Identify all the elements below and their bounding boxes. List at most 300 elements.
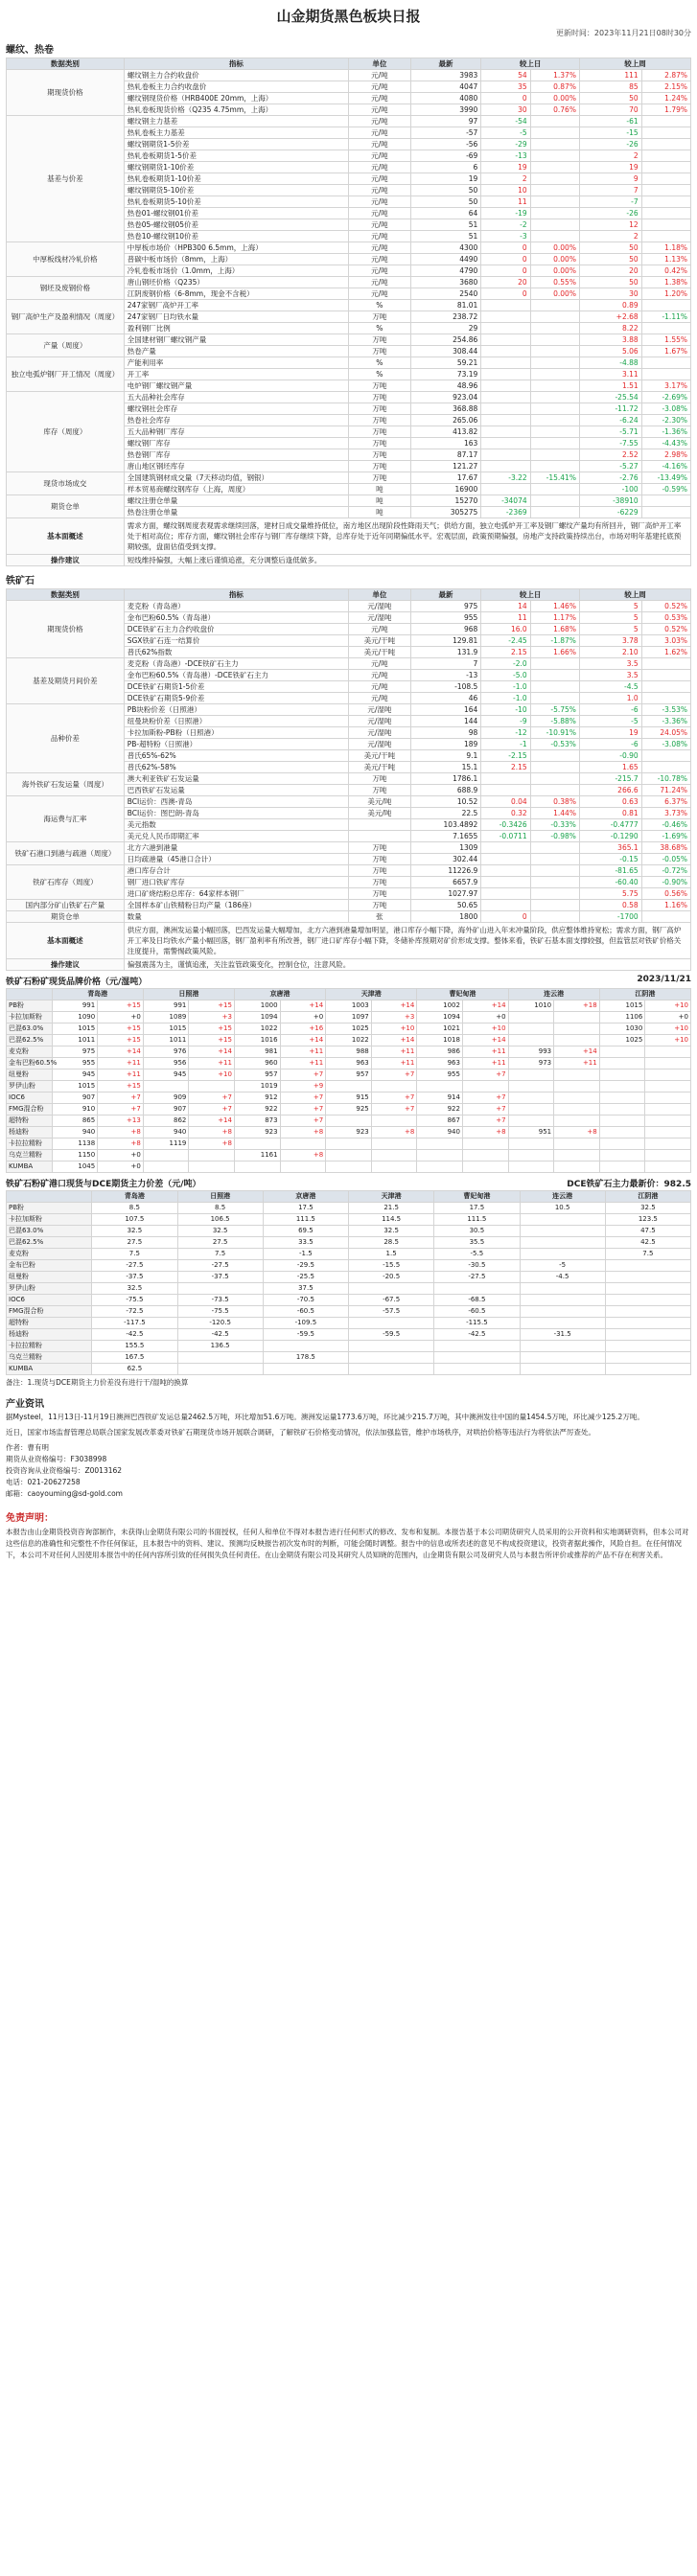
day-change: -5.0: [481, 670, 530, 681]
day-change: 0.32: [481, 808, 530, 819]
day-change: -0.3426: [481, 819, 530, 831]
unit-cell: 元/吨: [349, 70, 411, 81]
day-change-pct: 1.68%: [530, 624, 579, 635]
brand-name: 乌克兰精粉: [7, 1352, 92, 1364]
indicator-name: 江阴废钢价格（6-8mm，现金不含税）: [124, 288, 348, 300]
diff-row: [7, 1306, 691, 1318]
price-change: +15: [189, 1024, 235, 1035]
week-change: 5.06: [579, 346, 641, 357]
data-row: [7, 601, 691, 612]
week-change-pct: 0.53%: [641, 612, 690, 624]
price-value: [508, 1138, 554, 1150]
col-header: 指标: [124, 58, 348, 70]
week-change-pct: [641, 139, 690, 150]
indicator-name: 普氏65%-62%: [124, 750, 348, 762]
day-change-pct: [530, 219, 579, 231]
week-change-pct: [641, 693, 690, 704]
unit-cell: 万吨: [349, 773, 411, 785]
indicator-name: 热卷01-螺纹钢01价差: [124, 208, 348, 219]
day-change-pct: [530, 693, 579, 704]
day-change-pct: -0.33%: [530, 819, 579, 831]
week-change-pct: -1.36%: [641, 426, 690, 438]
day-change: 0: [481, 254, 530, 265]
latest-value: 164: [410, 704, 481, 716]
port-header: 江阴港: [605, 1191, 690, 1203]
unit-cell: 元/吨: [349, 139, 411, 150]
port-header: 京唐港: [263, 1191, 348, 1203]
price-value: [234, 1138, 280, 1150]
unit-cell: %: [349, 300, 411, 311]
week-change-pct: 71.24%: [641, 785, 690, 796]
unit-cell: 元/湿吨: [349, 716, 411, 727]
price-change: [371, 1116, 417, 1127]
price-value: 1018: [417, 1035, 463, 1046]
price-change: +15: [189, 1035, 235, 1046]
news-body: [6, 1412, 691, 1438]
price-change: [554, 1070, 600, 1081]
day-change: 11: [481, 196, 530, 208]
day-change-pct: 1.17%: [530, 612, 579, 624]
week-change: 12: [579, 219, 641, 231]
indicator-name: 电炉钢厂螺纹钢产量: [124, 380, 348, 392]
day-change: -5: [481, 127, 530, 139]
unit-cell: 张: [349, 911, 411, 923]
day-change-pct: [530, 911, 579, 923]
day-change-pct: [530, 357, 579, 369]
week-change-pct: 1.18%: [641, 242, 690, 254]
news-item: 据Mysteel，11月13日-11月19日澳洲巴西铁矿发运总量2462.5万吨，环比增加51.6万吨。澳洲发运量1773.6万吨，环比减少215.7万吨，其中澳洲发往中国的量1454.5万吨，环比减少125.2万吨。: [6, 1413, 644, 1421]
week-change-pct: [641, 173, 690, 185]
unit-cell: 万吨: [349, 415, 411, 426]
port-diff-table: [6, 1190, 691, 1375]
diff-value: [520, 1226, 605, 1237]
unit-cell: 万吨: [349, 888, 411, 900]
category-cell: 铁矿石港口到港与疏港（周度）: [7, 842, 125, 865]
price-value: [143, 1081, 189, 1092]
diff-value: -27.5: [434, 1272, 520, 1283]
diff-value: [434, 1352, 520, 1364]
latest-value: 302.44: [410, 854, 481, 865]
day-change-pct: [530, 773, 579, 785]
price-value: 1161: [234, 1150, 280, 1162]
indicator-name: 美元指数: [124, 819, 348, 831]
week-change-pct: [641, 670, 690, 681]
unit-cell: 万吨: [349, 346, 411, 357]
indicator-name: 港口库存合计: [124, 865, 348, 877]
price-change: [280, 1162, 326, 1173]
diff-row: [7, 1352, 691, 1364]
week-change: -7.55: [579, 438, 641, 449]
diff-value: 47.5: [605, 1226, 690, 1237]
price-change: +15: [98, 1081, 144, 1092]
iron-table: [6, 588, 691, 971]
week-change: 1.51: [579, 380, 641, 392]
day-change-pct: -5.88%: [530, 716, 579, 727]
week-change-pct: -0.46%: [641, 819, 690, 831]
price-change: +11: [371, 1058, 417, 1070]
day-change: [481, 773, 530, 785]
price-value: [417, 1081, 463, 1092]
price-value: [599, 1081, 645, 1092]
day-change-pct: 0.76%: [530, 104, 579, 116]
price-change: [645, 1162, 691, 1173]
diff-value: 111.5: [434, 1214, 520, 1226]
brand-name: 麦克粉: [7, 1249, 92, 1260]
price-value: 960: [234, 1058, 280, 1070]
basic-text: 需求方面，螺纹钢周度表观需求继续回落，建材日成交量维持低位，南方地区出现阶段性降雨天气；供给方面，独立电弧炉开工率及钢厂螺纹产量均有所回升，钢厂高炉开工率处于相对高位；库存方面，螺纹钢社会库存与钢厂库存继续下降，总库存处于近年同期偏低水平。宏观层面，政策预期偏强，房地产支持政策持续出台，市场对明年基建托底预期较强，盘面估值受到支撑。: [124, 518, 690, 555]
day-change-pct: [530, 127, 579, 139]
diff-value: 32.5: [92, 1226, 177, 1237]
unit-cell: 美元/干吨: [349, 750, 411, 762]
port-header: 连云港: [520, 1191, 605, 1203]
indicator-name: 热轧卷板期货1-5价差: [124, 150, 348, 162]
brand-name: 巴混62.5%: [7, 1237, 92, 1249]
day-change: -1.0: [481, 693, 530, 704]
author-line: 电话：021-20627258: [6, 1478, 81, 1486]
week-change: 3.78: [579, 635, 641, 647]
indicator-name: 巴西铁矿石发运量: [124, 785, 348, 796]
col-header: 较上日: [481, 589, 580, 601]
unit-cell: 元/吨: [349, 242, 411, 254]
price-value: [599, 1150, 645, 1162]
diff-value: -42.5: [434, 1329, 520, 1341]
data-row: [7, 658, 691, 670]
week-change-pct: [641, 208, 690, 219]
diff-value: 167.5: [92, 1352, 177, 1364]
price-value: [143, 1162, 189, 1173]
diff-value: -1.5: [263, 1249, 348, 1260]
diff-value: [605, 1318, 690, 1329]
week-change: -1700: [579, 911, 641, 923]
latest-value: 59.21: [410, 357, 481, 369]
unit-cell: 元/吨: [349, 265, 411, 277]
indicator-name: 盈利钢厂比例: [124, 323, 348, 334]
price-change: +8: [554, 1127, 600, 1138]
port-price-title: 铁矿石粉矿现货品牌价格（元/湿吨）: [6, 978, 148, 987]
unit-cell: %: [349, 323, 411, 334]
port-header: 天津港: [349, 1191, 434, 1203]
diff-value: [349, 1364, 434, 1375]
price-change: +14: [462, 1035, 508, 1046]
day-change: -2.45: [481, 635, 530, 647]
price-change: +9: [280, 1081, 326, 1092]
diff-value: [520, 1364, 605, 1375]
advice-label: 操作建议: [7, 959, 125, 971]
latest-value: 131.9: [410, 647, 481, 658]
diff-value: [605, 1295, 690, 1306]
week-change: -38910: [579, 495, 641, 507]
price-change: +10: [189, 1070, 235, 1081]
price-change: [554, 1138, 600, 1150]
week-change: -4.88: [579, 357, 641, 369]
diff-value: [520, 1306, 605, 1318]
day-change-pct: [530, 392, 579, 403]
unit-cell: 元/吨: [349, 150, 411, 162]
price-change: +11: [98, 1070, 144, 1081]
category-cell: 基差及期货月间价差: [7, 658, 125, 704]
price-value: 867: [417, 1116, 463, 1127]
week-change-pct: [641, 507, 690, 518]
unit-cell: 万吨: [349, 403, 411, 415]
week-change-pct: -10.78%: [641, 773, 690, 785]
latest-value: 955: [410, 612, 481, 624]
week-change-pct: 0.52%: [641, 624, 690, 635]
unit-cell: 吨: [349, 507, 411, 518]
price-value: [417, 1162, 463, 1173]
week-change-pct: [641, 323, 690, 334]
week-change-pct: -13.49%: [641, 472, 690, 484]
brand-name: PB粉: [7, 1203, 92, 1214]
price-change: [645, 1116, 691, 1127]
day-change-pct: [530, 681, 579, 693]
price-change: +7: [462, 1070, 508, 1081]
unit-cell: [349, 831, 411, 842]
port-header: 青岛港: [52, 989, 143, 1000]
latest-value: 1800: [410, 911, 481, 923]
diff-value: -117.5: [92, 1318, 177, 1329]
latest-value: 16900: [410, 484, 481, 495]
diff-value: 42.5: [605, 1237, 690, 1249]
price-change: +14: [98, 1046, 144, 1058]
port-price-title-bar: [6, 975, 691, 987]
unit-cell: 元/吨: [349, 196, 411, 208]
price-value: 1011: [143, 1035, 189, 1046]
price-change: +10: [645, 1000, 691, 1012]
diff-row: [7, 1249, 691, 1260]
advice-row: [7, 555, 691, 566]
price-value: 976: [143, 1046, 189, 1058]
price-value: 956: [143, 1058, 189, 1070]
day-change-pct: [530, 842, 579, 854]
diff-value: 27.5: [177, 1237, 263, 1249]
week-change-pct: 1.38%: [641, 277, 690, 288]
data-row: [7, 392, 691, 403]
day-change: [481, 900, 530, 911]
price-value: 951: [508, 1127, 554, 1138]
diff-value: [263, 1341, 348, 1352]
price-value: 1011: [52, 1035, 98, 1046]
diff-value: -120.5: [177, 1318, 263, 1329]
price-value: 1030: [599, 1024, 645, 1035]
day-change: -2369: [481, 507, 530, 518]
diff-row: [7, 1260, 691, 1272]
port-header: 青岛港: [92, 1191, 177, 1203]
price-change: [554, 1092, 600, 1104]
diff-value: 17.5: [434, 1203, 520, 1214]
latest-value: 144: [410, 716, 481, 727]
day-change-pct: [530, 208, 579, 219]
price-value: 986: [417, 1046, 463, 1058]
indicator-name: 五大品种社会库存: [124, 392, 348, 403]
price-value: 910: [52, 1104, 98, 1116]
week-change-pct: [641, 911, 690, 923]
day-change-pct: 1.66%: [530, 647, 579, 658]
price-value: 873: [234, 1116, 280, 1127]
diff-row: [7, 1329, 691, 1341]
price-row: [7, 1035, 691, 1046]
indicator-name: 全国建筑钢材成交量（7天移动均值，钢银）: [124, 472, 348, 484]
diff-value: 35.5: [434, 1237, 520, 1249]
day-change: 0: [481, 288, 530, 300]
diff-value: -37.5: [177, 1272, 263, 1283]
diff-value: 10.5: [520, 1203, 605, 1214]
indicator-name: 唐山地区钢坯库存: [124, 461, 348, 472]
price-value: [508, 1162, 554, 1173]
week-change-pct: 1.20%: [641, 288, 690, 300]
price-value: 991: [52, 1000, 98, 1012]
price-change: +0: [98, 1150, 144, 1162]
indicator-name: 日均疏港量（45港口合计）: [124, 854, 348, 865]
week-change-pct: [641, 495, 690, 507]
day-change: 19: [481, 162, 530, 173]
diff-value: [349, 1283, 434, 1295]
col-header: 单位: [349, 58, 411, 70]
week-change-pct: 24.05%: [641, 727, 690, 739]
week-change-pct: [641, 658, 690, 670]
week-change-pct: [641, 357, 690, 369]
price-change: [371, 1081, 417, 1092]
week-change-pct: 0.42%: [641, 265, 690, 277]
price-change: [554, 1116, 600, 1127]
day-change-pct: [530, 231, 579, 242]
unit-cell: 美元/干吨: [349, 635, 411, 647]
latest-value: 4300: [410, 242, 481, 254]
price-change: [462, 1081, 508, 1092]
day-change: [481, 438, 530, 449]
price-value: [508, 1070, 554, 1081]
brand-name: 金布巴粉60.5%: [7, 1058, 53, 1070]
day-change: [481, 865, 530, 877]
col-header: 较上日: [481, 58, 580, 70]
indicator-name: 247家钢厂高炉开工率: [124, 300, 348, 311]
diff-value: [605, 1352, 690, 1364]
latest-value: 265.06: [410, 415, 481, 426]
price-value: 915: [326, 1092, 372, 1104]
port-diff-title-bar: [6, 1177, 691, 1189]
col-header: 较上周: [579, 589, 690, 601]
day-change: [481, 369, 530, 380]
day-change-pct: 1.37%: [530, 70, 579, 81]
indicator-name: 螺纹钢厂库存: [124, 438, 348, 449]
price-value: 975: [52, 1046, 98, 1058]
week-change-pct: -2.69%: [641, 392, 690, 403]
diff-value: [605, 1272, 690, 1283]
price-value: 862: [143, 1116, 189, 1127]
latest-value: 22.5: [410, 808, 481, 819]
week-change: -5: [579, 716, 641, 727]
author-line: 作者：曹有明: [6, 1443, 49, 1452]
unit-cell: 万吨: [349, 438, 411, 449]
unit-cell: 元/湿吨: [349, 727, 411, 739]
day-change-pct: [530, 854, 579, 865]
diff-row: [7, 1214, 691, 1226]
brand-name: 超特粉: [7, 1116, 53, 1127]
latest-value: 129.81: [410, 635, 481, 647]
price-change: +7: [280, 1104, 326, 1116]
price-change: +11: [554, 1058, 600, 1070]
price-change: [645, 1046, 691, 1058]
week-change-pct: [641, 300, 690, 311]
latest-value: 98: [410, 727, 481, 739]
week-change: 5.75: [579, 888, 641, 900]
unit-cell: 美元/吨: [349, 796, 411, 808]
week-change-pct: [641, 162, 690, 173]
week-change: 8.22: [579, 323, 641, 334]
unit-cell: 元/湿吨: [349, 601, 411, 612]
price-value: 1015: [143, 1024, 189, 1035]
diff-value: 32.5: [605, 1203, 690, 1214]
unit-cell: 元/吨: [349, 624, 411, 635]
data-row: [7, 796, 691, 808]
price-change: +8: [462, 1127, 508, 1138]
corner-cell: [7, 1191, 92, 1203]
port-header: 曹妃甸港: [434, 1191, 520, 1203]
day-change-pct: 0.00%: [530, 242, 579, 254]
day-change: -34074: [481, 495, 530, 507]
data-row: [7, 300, 691, 311]
diff-value: [520, 1283, 605, 1295]
indicator-name: 北方六港到港量: [124, 842, 348, 854]
diff-row: [7, 1364, 691, 1375]
price-change: +18: [554, 1000, 600, 1012]
price-row: [7, 1024, 691, 1035]
price-value: [508, 1024, 554, 1035]
price-change: +8: [371, 1127, 417, 1138]
data-row: [7, 842, 691, 854]
price-change: [645, 1070, 691, 1081]
price-change: +7: [462, 1116, 508, 1127]
diff-value: -60.5: [263, 1306, 348, 1318]
indicator-name: 螺纹钢期货1-10价差: [124, 162, 348, 173]
day-change: [481, 346, 530, 357]
day-change: 2.15: [481, 647, 530, 658]
day-change: [481, 426, 530, 438]
brand-name: 金布巴粉: [7, 1260, 92, 1272]
week-change: -100: [579, 484, 641, 495]
unit-cell: 元/吨: [349, 185, 411, 196]
category-cell: 期现货价格: [7, 70, 125, 116]
indicator-name: PB块粉价差（日照港）: [124, 704, 348, 716]
price-change: [462, 1162, 508, 1173]
price-change: [645, 1150, 691, 1162]
price-change: +8: [189, 1127, 235, 1138]
disclaimer-title: 免责声明：: [6, 1513, 54, 1524]
week-change: -4.5: [579, 681, 641, 693]
week-change-pct: 3.73%: [641, 808, 690, 819]
price-change: [462, 1150, 508, 1162]
unit-cell: 元/吨: [349, 173, 411, 185]
news-title: 产业资讯: [6, 1399, 44, 1410]
price-value: 1016: [234, 1035, 280, 1046]
price-row: [7, 1081, 691, 1092]
latest-value: 15.1: [410, 762, 481, 773]
day-change-pct: [530, 507, 579, 518]
week-change-pct: -3.36%: [641, 716, 690, 727]
price-change: +10: [462, 1024, 508, 1035]
price-change: +11: [280, 1046, 326, 1058]
week-change-pct: 2.15%: [641, 81, 690, 93]
day-change: [481, 403, 530, 415]
week-change: 85: [579, 81, 641, 93]
unit-cell: 美元/吨: [349, 808, 411, 819]
indicator-name: SGX铁矿石连一结算价: [124, 635, 348, 647]
latest-value: 1027.97: [410, 888, 481, 900]
price-value: 1094: [234, 1012, 280, 1024]
price-change: +7: [98, 1092, 144, 1104]
indicator-name: 热卷社会库存: [124, 415, 348, 426]
day-change-pct: [530, 311, 579, 323]
latest-value: 368.88: [410, 403, 481, 415]
